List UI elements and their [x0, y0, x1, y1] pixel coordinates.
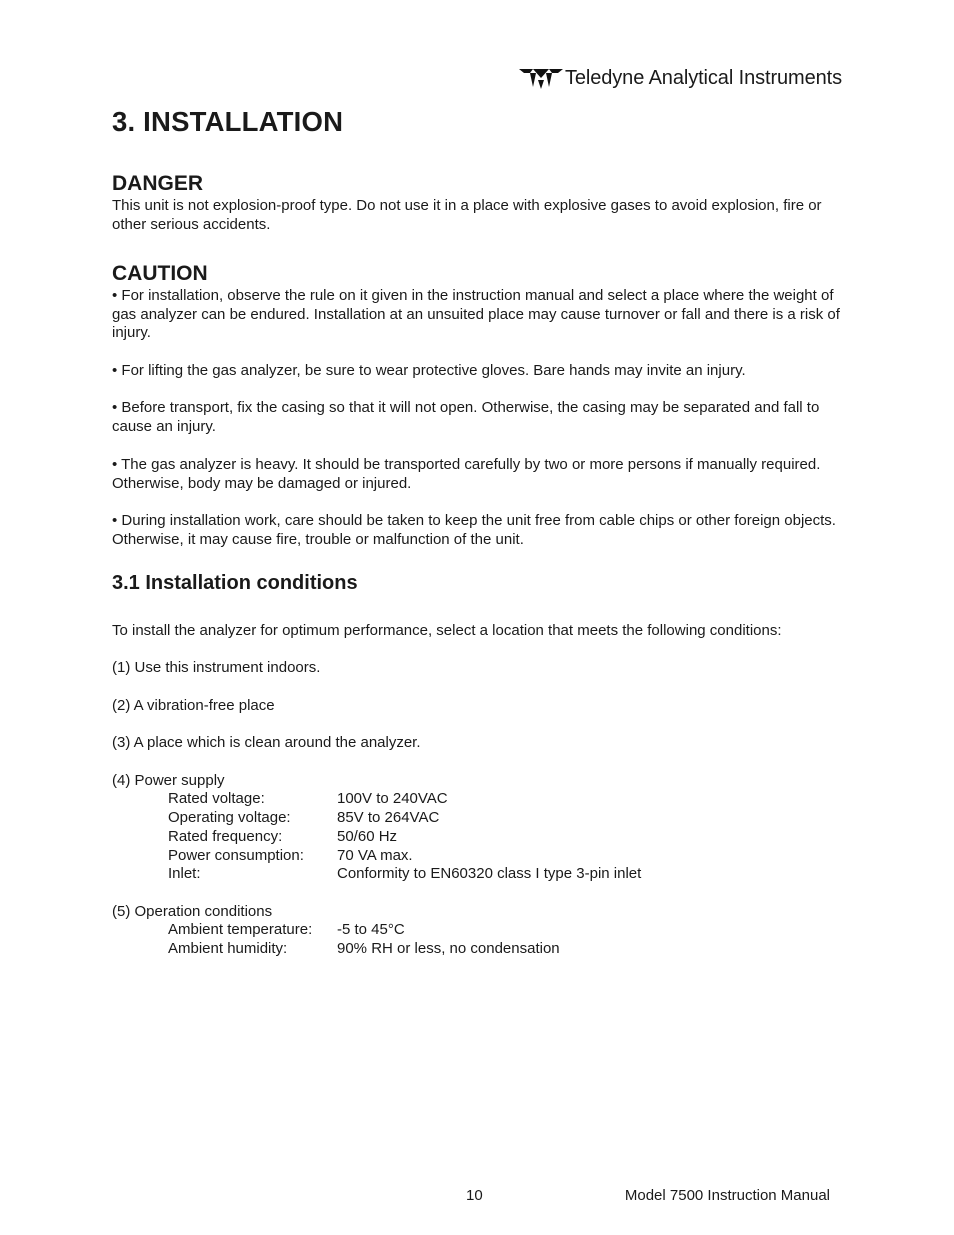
caution-item: • For lifting the gas analyzer, be sure to wear protective gloves. Bare hands may invite an injury. [112, 362, 746, 379]
spec-value: 90% RH or less, no condensation [337, 940, 560, 957]
page-number: 10 [466, 1187, 483, 1204]
spec-value: 50/60 Hz [337, 828, 398, 845]
spec-label: Rated voltage: [168, 790, 265, 807]
page-header [519, 66, 842, 90]
spec-label: Ambient temperature: [168, 921, 313, 938]
section-intro: To install the analyzer for optimum performance, select a location that meets the following conditions: [112, 622, 782, 639]
condition-item: (4) Power supply [112, 772, 225, 789]
caution-item: • During installation work, care should be taken to keep the unit free from cable chips or other foreign objects. Otherwise, it may cause fire, trouble or malfunction of the unit. [112, 512, 836, 548]
condition-item: (1) Use this instrument indoors. [112, 659, 321, 676]
section-heading: 3.1 Installation conditions [112, 572, 358, 594]
condition-item: (3) A place which is clean around the analyzer. [112, 734, 421, 751]
spec-label: Inlet: [168, 865, 201, 882]
spec-label: Ambient humidity: [168, 940, 288, 957]
spec-label: Power consumption: [168, 847, 304, 864]
spec-value: 85V to 264VAC [337, 809, 440, 826]
teledyne-logo-icon [519, 66, 563, 90]
spec-value: 100V to 240VAC [337, 790, 448, 807]
spec-label: Rated frequency: [168, 828, 283, 845]
caution-item: • The gas analyzer is heavy. It should be transported carefully by two or more persons if manually required. Otherwise, body may be damaged or injured. [112, 456, 821, 492]
spec-value: Conformity to EN60320 class I type 3-pin inlet [337, 865, 642, 882]
danger-text: This unit is not explosion-proof type. Do not use it in a place with explosive gases to avoid explosion, fire or other serious accidents. [112, 197, 822, 233]
danger-heading: DANGER [112, 172, 204, 195]
spec-value: -5 to 45°C [337, 921, 405, 938]
condition-item: (2) A vibration-free place [112, 697, 275, 714]
spec-value: 70 VA max. [337, 847, 413, 864]
caution-heading: CAUTION [112, 262, 208, 285]
caution-item: • Before transport, fix the casing so that it will not open. Otherwise, the casing may be separated and fall to cause an injury. [112, 399, 820, 435]
spec-label: Operating voltage: [168, 809, 291, 826]
manual-title: Model 7500 Instruction Manual [624, 1187, 830, 1204]
caution-item: • For installation, observe the rule on it given in the instruction manual and select a place where the weight of gas analyzer can be endured. Installation at an unsuited place may cause turnover or fall and there is a risk of injury. [112, 287, 840, 342]
condition-item: (5) Operation conditions [112, 903, 273, 920]
header-company: Teledyne Analytical Instruments [564, 66, 842, 89]
page-title: 3. INSTALLATION [112, 106, 344, 137]
